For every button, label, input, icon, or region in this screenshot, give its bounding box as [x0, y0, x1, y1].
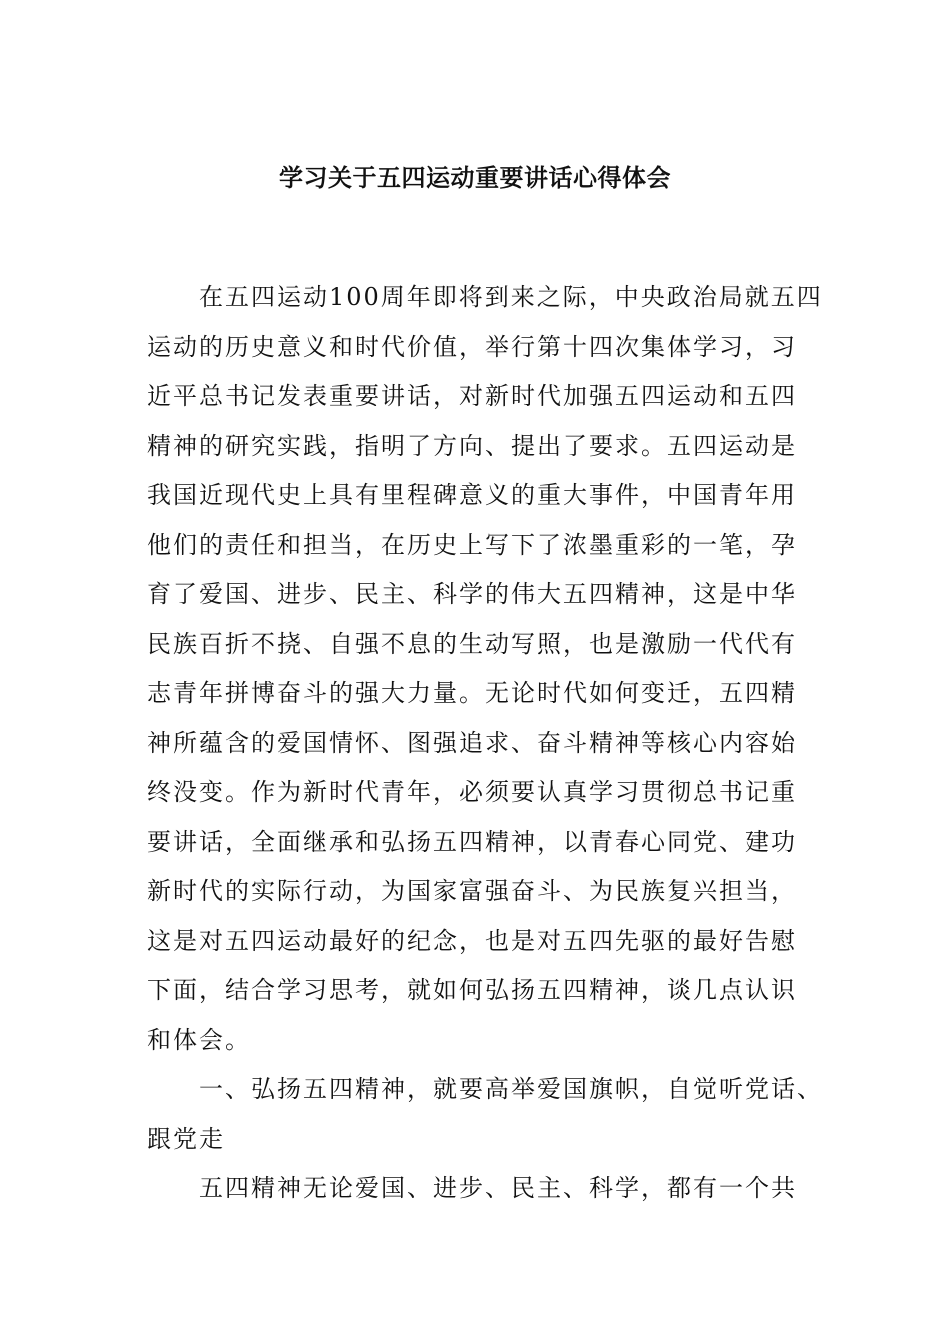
text-line: 运动的历史意义和时代价值，举行第十四次集体学习，习 [147, 332, 797, 361]
text-line: 志青年拼博奋斗的强大力量。无论时代如何变迁，五四精 [147, 679, 797, 707]
text-line: 新时代的实际行动，为国家富强奋斗、为民族复兴担当， [147, 877, 797, 905]
text-line: 神所蕴含的爱国情怀、图强追求、奋斗精神等核心内容始 [147, 728, 797, 757]
text-line: 终没变。作为新时代青年，必须要认真学习贯彻总书记重 [147, 778, 797, 806]
text-line: 这是对五四运动最好的纪念，也是对五四先驱的最好告慰 [147, 926, 797, 955]
text-line: 精神的研究实践，指明了方向、提出了要求。五四运动是 [147, 431, 797, 460]
text-line: 他们的责任和担当，在历史上写下了浓墨重彩的一笔，孕 [147, 530, 797, 559]
document-body [147, 273, 823, 1214]
text-line: 在五四运动100周年即将到来之际，中央政治局就五四 [199, 283, 823, 311]
text-line: 五四精神无论爱国、进步、民主、科学，都有一个共 [199, 1174, 797, 1202]
text-line: 和体会。 [147, 1025, 251, 1054]
text-line: 下面，结合学习思考，就如何弘扬五四精神，谈几点认识 [147, 976, 797, 1004]
text-line: 一、弘扬五四精神，就要高举爱国旗帜，自觉听党话、 [199, 1075, 823, 1103]
text-line: 我国近现代史上具有里程碑意义的重大事件，中国青年用 [147, 481, 797, 509]
text-line: 要讲话，全面继承和弘扬五四精神，以青春心同党、建功 [147, 827, 797, 856]
paragraph-intro [147, 273, 823, 1065]
text-line: 民族百折不挠、自强不息的生动写照，也是激励一代代有 [147, 629, 797, 658]
document-title: 学习关于五四运动重要讲话心得体会 [279, 163, 671, 192]
paragraph-section-heading-1 [147, 1065, 823, 1164]
text-line: 跟党走 [147, 1124, 225, 1153]
text-line: 育了爱国、进步、民主、科学的伟大五四精神，这是中华 [147, 580, 797, 608]
text-line: 近平总书记发表重要讲话，对新时代加强五四运动和五四 [147, 382, 797, 410]
paragraph-section-1-body [147, 1164, 807, 1214]
